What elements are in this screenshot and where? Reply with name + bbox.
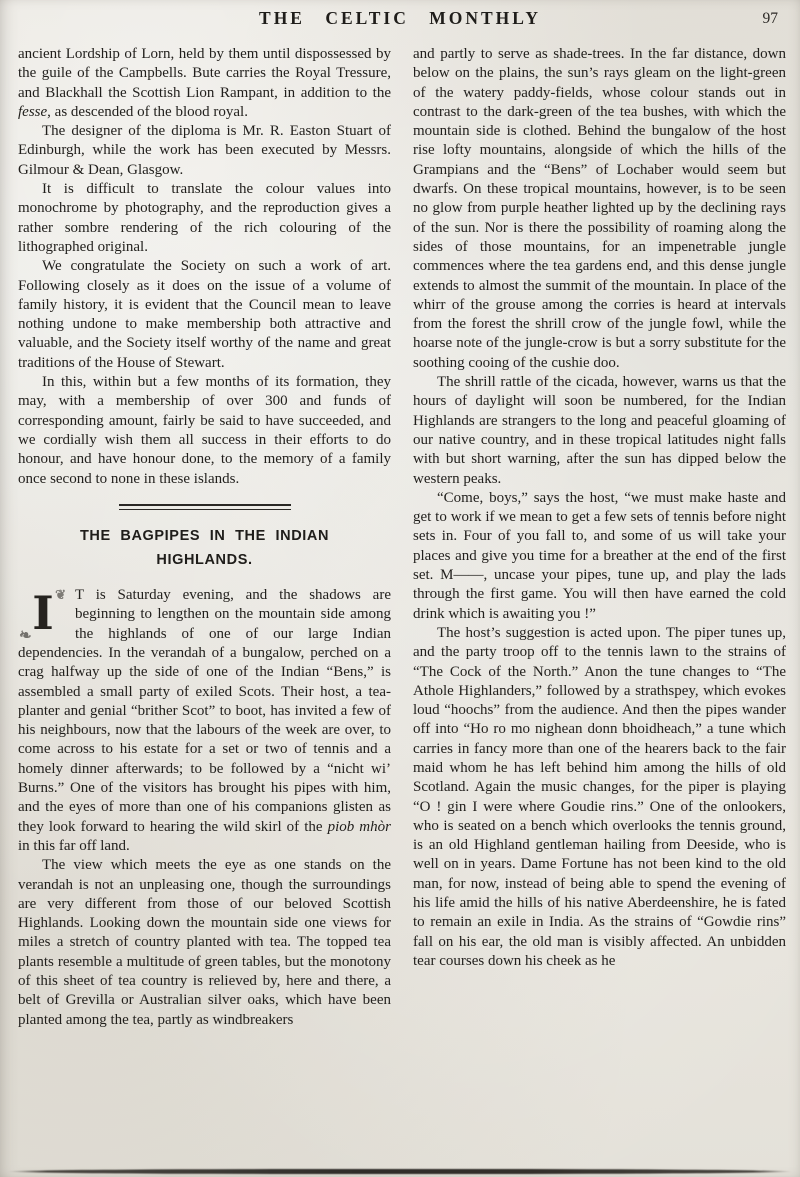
page-header bbox=[0, 0, 800, 39]
section-heading: THE BAGPIPES IN THE INDIAN HIGHLANDS. bbox=[79, 527, 330, 569]
paragraph-text: ancient Lordship of Lorn, held by them until dispossessed by the guile of the Campbells. Bute carries the Royal Tressure, and Blackhall the Scottish Lion Rampant, in addition to the bbox=[18, 46, 391, 101]
right-column bbox=[413, 45, 786, 1030]
paragraph-text: T is Saturday evening, and the shadows are beginning to lengthen on the mountain side among the highlands of one of our large Indian dependencies. In the verandah of a bungalow, perched on a crag halfway up the side of one of the Indian “Bens,” is assembled a small party of exiled Scots. Their host, a tea-planter and genial “brither Scot” to boot, has invited a few of his neighbours, now that the labours of the week are over, to come across to his estate for a set or two of tennis and a homely dinner afterwards; to be followed by a “nicht wi’ Burns.” One of the visitors has brought his pipes with him, and the eyes of more than one of his companions glisten as they look forward to hearing the wild skirl of the bbox=[18, 587, 391, 835]
continuation-paragraph bbox=[18, 45, 391, 122]
drop-cap-initial: ❧ I ❦ bbox=[18, 589, 68, 641]
divider-rule-thick bbox=[119, 504, 291, 506]
paragraph: The designer of the diploma is Mr. R. Easton Stuart of Edinburgh, while the work has been executed by Messrs. Gilmour & Dean, Glasgow. bbox=[18, 123, 391, 178]
paragraph: It is difficult to translate the colour values into monochrome by photography, and the reproduction gives a rather sombre rendering of the rich colouring of the lithographed original. bbox=[18, 181, 391, 255]
paragraph-text: , as descended of the blood royal. bbox=[47, 103, 248, 120]
page-number: 97 bbox=[762, 10, 778, 27]
article-opening-paragraph bbox=[18, 586, 391, 856]
continuation-paragraph: and partly to serve as shade-trees. In the far distance, down below on the plains, the sun’s rays gleam on the light-green of the watery paddy-fields, whose colour stands out in contrast to the dark-green of the tea bushes, with which the mountain side is clothed. Behind the bungalow of the host rise lofty mountains, alongside of which the hills of the Grampians and the “Bens” of Lochaber would seem but dwarfs. On these tropical mountains, however, is to be seen no glow from purple heather lighted up by the declining rays of the sun. Nor is there the possibility of roaming along the sides of those mountains, for an impenetrable jungle commences where the tea gardens end, and this dense jungle extends to almost the summit of the mountain. In place of the whirr of the grouse among the corries is heard at intervals from the forest the shrill crow of the jungle fowl, while the hoarse note of the jungle-crow is but a sorry substitute for the soothing cooing of the cushie doo. bbox=[413, 46, 786, 371]
paragraph: The view which meets the eye as one stands on the verandah is not an unpleasing one, though the surroundings are very different from those of our beloved Scottish Highlands. Looking down the mountain side one views for miles a stretch of country planted with tea. The topped tea plants resemble a multitude of green tables, but the monotony of this sheet of tea country is relieved by, here and there, a belt of Grevilla or Australian silver oaks, which have been planted among the tea, partly as windbreakers bbox=[18, 857, 391, 1028]
paragraph: We congratulate the Society on such a work of art. Following closely as it does on the issue of a volume of family history, it is evident that the Council mean to leave nothing undone to make membership both attractive and valuable, and the Society itself worthy of the name and great traditions of the House of Stewart. bbox=[18, 258, 391, 371]
magazine-title: THE CELTIC MONTHLY bbox=[259, 8, 541, 28]
section-divider bbox=[119, 504, 291, 510]
text-columns bbox=[0, 39, 800, 1030]
paragraph: “Come, boys,” says the host, “we must make haste and get to work if we mean to get a few sets of tennis before night sets in. Four of you fall to, and some of us will take your places and give you time for a breather at the end of the first set. M——, uncase your pipes, tune up, and play the lads through the first game. You will then have earned the cold drink which is awaiting you !” bbox=[413, 489, 786, 622]
paragraph-text: in this far off land. bbox=[18, 837, 130, 854]
divider-rule-thin bbox=[119, 509, 291, 510]
paragraph: In this, within but a few months of its formation, they may, with a membership of over 300 and funds of corresponding amount, fairly be said to have succeeded, and we cordially wish them all success in their efforts to do honour, and have honour done, to the memory of a family once second to none in these islands. bbox=[18, 374, 391, 487]
paragraph: The host’s suggestion is acted upon. The piper tunes up, and the party troop off to the tennis lawn to the strains of “The Cock of the North.” Anon the tune changes to “The Athole Highlanders,” followed by a strathspey, which evokes loud “hoochs” from the audience. And then the pipes wander off into “Ho ro mo nighean donn bhoidheach,” a tune which carries in fancy more than one of the hearers back to the fair maid whom he has left behind him among the hills of old Scotland. Again the music changes, for the piper is playing “O ! gin I were where Goudie rins.” One of the onlookers, who is seated on a bench which overlooks the tennis ground, is an old Highland gentleman hailing from Deeside, who is well on in years. Dame Fortune has not been kind to the old man, for now, instead of being able to spend the evening of his life amid the hills of his native Aberdeenshire, he is fated to remain an exile in India. As the strains of “Gowdie rins” fall on his ear, the old man is visibly affected. An unbidden tear courses down his cheek as he bbox=[413, 624, 786, 969]
italic-gaelic-term: piob mhòr bbox=[327, 818, 391, 835]
left-column bbox=[18, 45, 391, 1030]
paragraph: The shrill rattle of the cicada, however, warns us that the hours of daylight will soon be numbered, for the Indian Highlands are strangers to the long and peaceful gloaming of our native country, and in these tropical latitudes night falls with but short warning, after the sun has dipped below the western peaks. bbox=[413, 374, 786, 487]
page-edge-shadow bbox=[8, 1169, 792, 1174]
italic-term: fesse bbox=[18, 103, 48, 120]
